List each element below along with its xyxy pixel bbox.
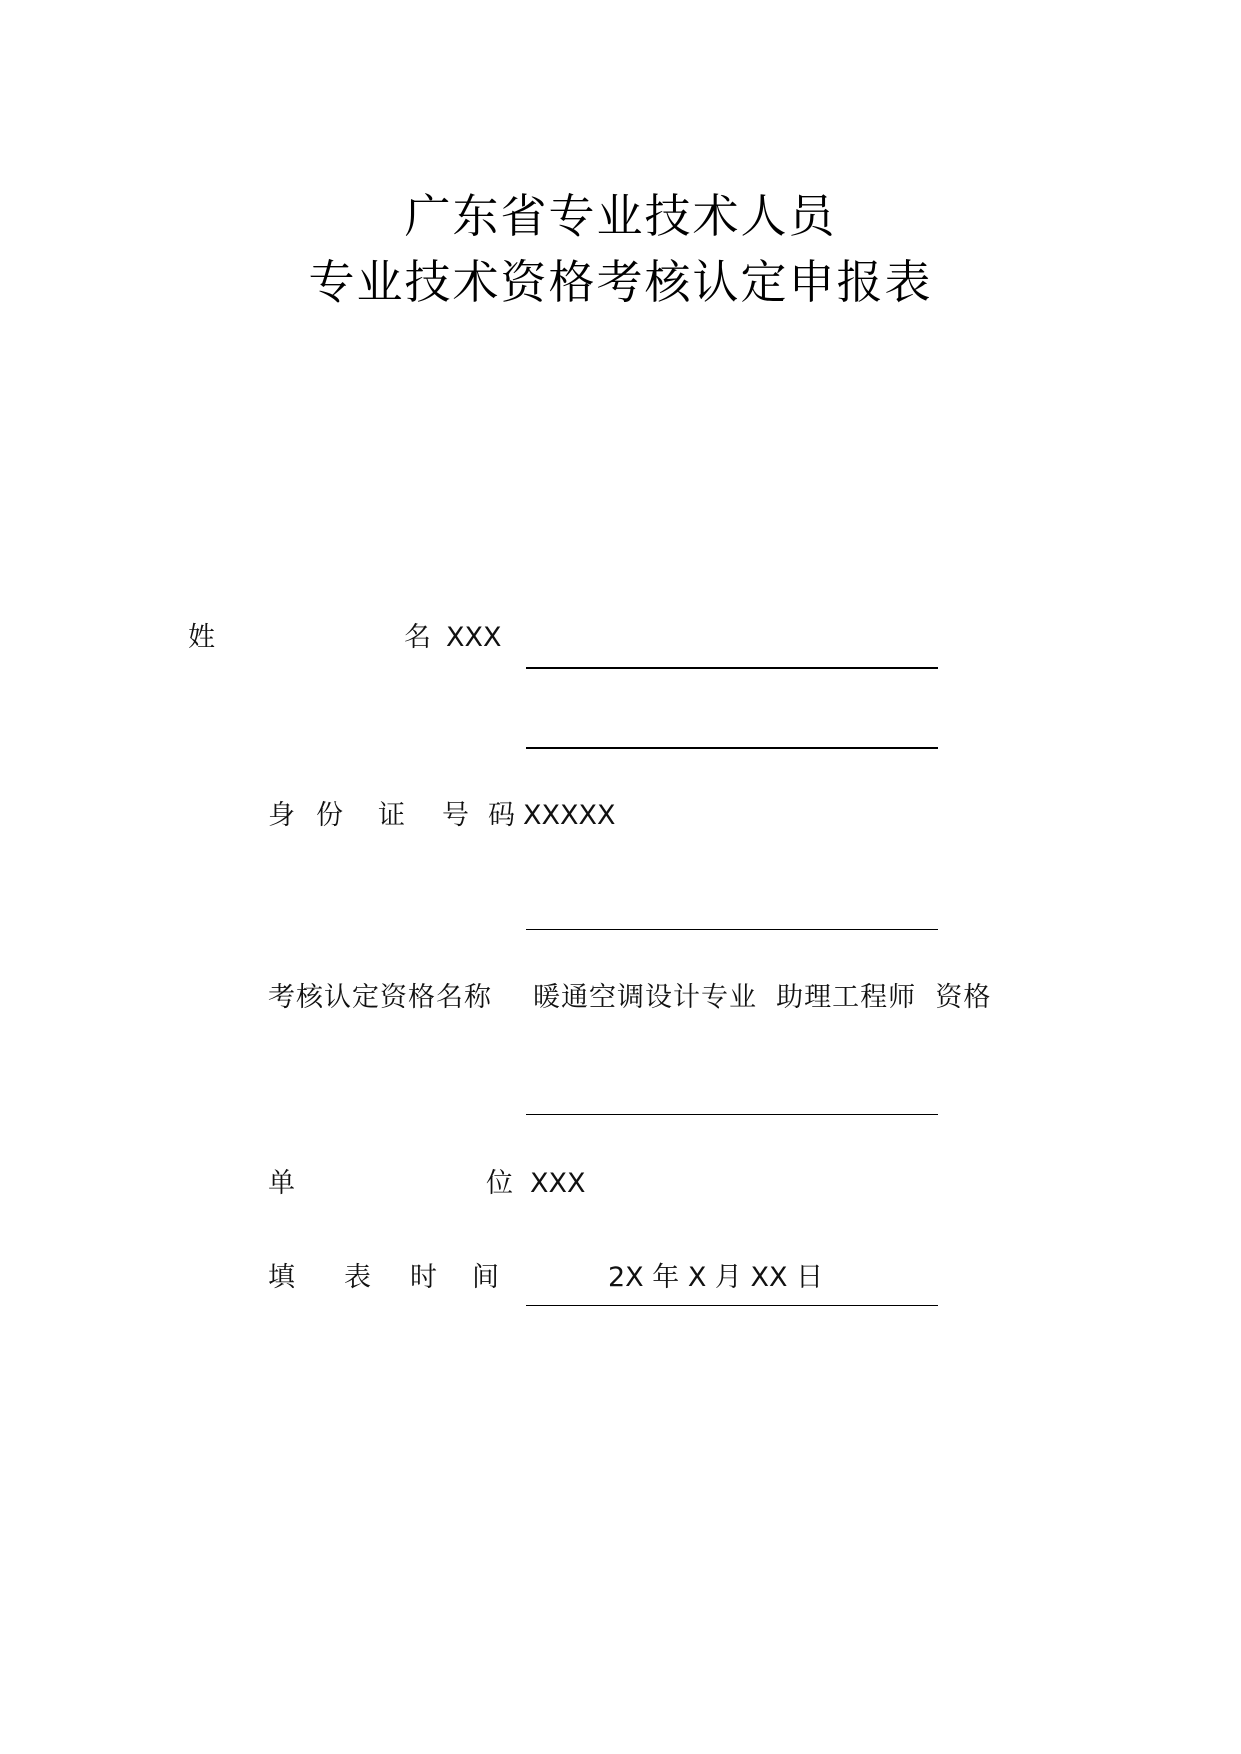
- id-label-char: 码: [488, 800, 515, 831]
- qualification-underline: [526, 1114, 938, 1115]
- date-label-char: 时: [410, 1262, 437, 1293]
- id-label-char: 证: [378, 800, 405, 831]
- name-value[interactable]: XXX: [446, 622, 502, 653]
- name-underline: [526, 667, 938, 669]
- id-label-char: 身: [268, 800, 295, 831]
- id-number-label: [268, 798, 522, 834]
- blank-underline: [526, 747, 938, 749]
- date-label-char: 填: [268, 1262, 295, 1293]
- fill-date-label: [268, 1260, 506, 1296]
- date-label-char: 间: [472, 1262, 499, 1293]
- fill-date-value[interactable]: 2X 年 X 月 XX 日: [608, 1262, 824, 1293]
- qualification-label: 考核认定资格名称: [268, 982, 492, 1013]
- name-label-char-1: 姓: [188, 622, 215, 653]
- unit-label-char-2: 位: [486, 1168, 513, 1199]
- name-label-char-2: 名: [404, 622, 431, 653]
- form-title-line-2: 专业技术资格考核认定申报表: [308, 255, 933, 309]
- date-label-char: 表: [344, 1262, 371, 1293]
- id-label-char: 份: [316, 800, 343, 831]
- unit-label-char-1: 单: [268, 1168, 295, 1199]
- qualification-value[interactable]: 暖通空调设计专业 助理工程师 资格: [533, 982, 992, 1013]
- form-title-line-1: 广东省专业技术人员: [404, 189, 837, 243]
- id-label-char: 号: [442, 800, 469, 831]
- unit-value[interactable]: XXX: [530, 1168, 586, 1199]
- id-number-underline: [526, 929, 938, 930]
- id-number-value[interactable]: XXXXX: [523, 800, 616, 831]
- fill-date-underline: [526, 1305, 938, 1306]
